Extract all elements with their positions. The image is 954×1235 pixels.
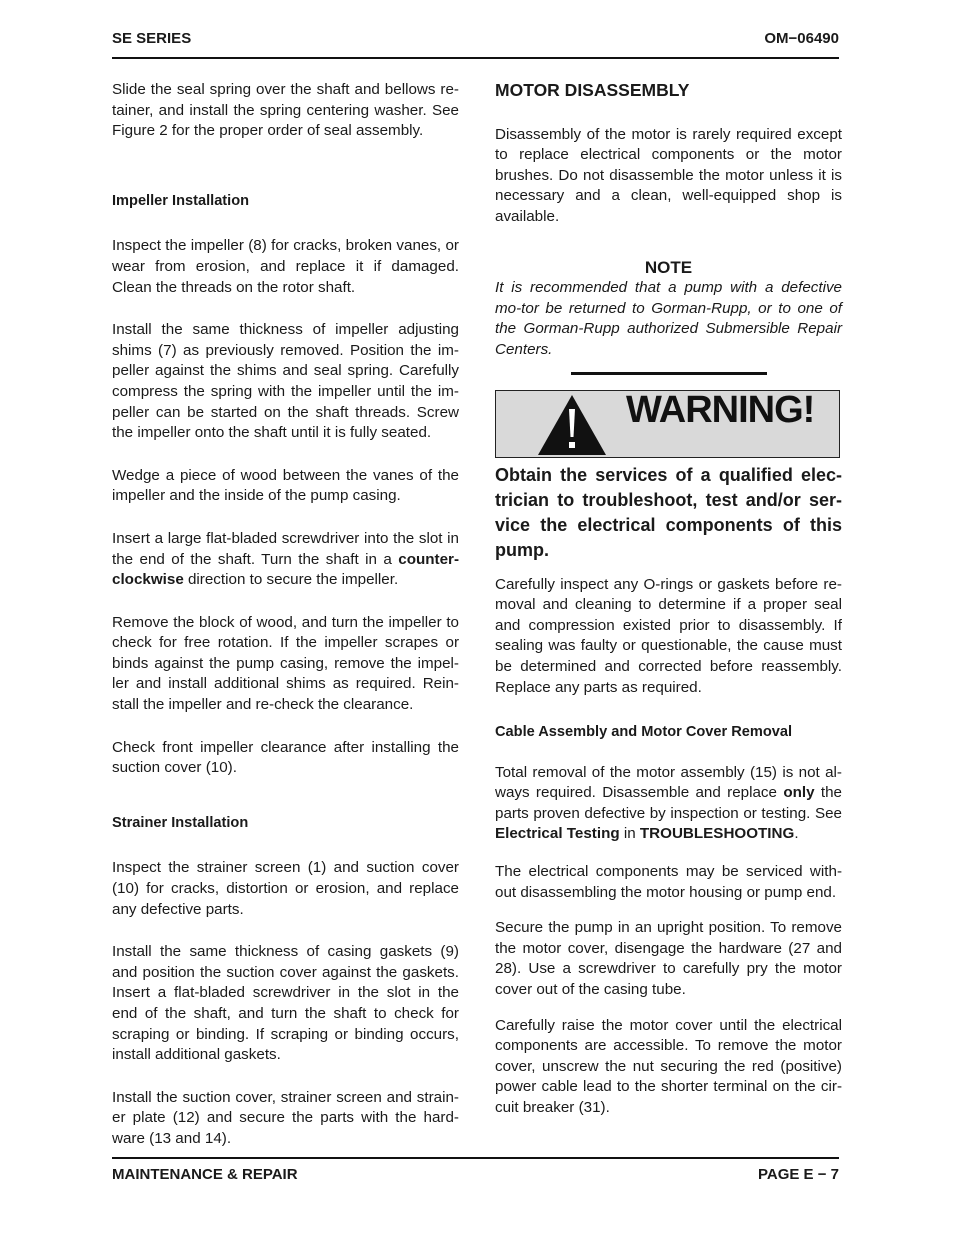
suction-cover-paragraph: Install the suction cover, strainer screen and strain-er plate (12) and secure the parts with the hard-ware (13 and 14).	[112, 1088, 459, 1147]
warning-banner	[495, 390, 840, 458]
inspect-orings-paragraph: Carefully inspect any O-rings or gaskets before re-moval and cleaning to determine if a proper seal and compression existed prior to disassembly. If sealing was faulty or questionable, the cause must be determined and corrected before reassembly. Replace any parts as required.	[495, 575, 842, 696]
impeller-inspect-paragraph: Inspect the impeller (8) for cracks, broken vanes, or wear from erosion, and replace it if damaged. Clean the threads on the rotor shaft.	[112, 237, 459, 296]
screwdriver-paragraph: Insert a large flat-bladed screwdriver into the slot in the end of the shaft. Turn the shaft in a counter-clockwise direction to secure the impeller.	[112, 529, 459, 589]
header-doc-number: OM−06490	[764, 30, 839, 47]
raise-cover-paragraph: Carefully raise the motor cover until the electrical components are accessible. To remove the motor cover, unscrew the nut securing the red (positive) power cable lead to the shorter terminal on the cir-cuit breaker (31).	[495, 1016, 842, 1116]
motor-removal-paragraph: Total removal of the motor assembly (15) is not al-ways required. Disassemble and replace only the parts proven defective by inspection or testing. See Electrical Testing in TROUBLESHOOTING.	[495, 763, 842, 843]
header-rule	[112, 57, 839, 59]
upright-position-paragraph: Secure the pump in an upright position. To remove the motor cover, disengage the hardware (27 and 28). Use a screwdriver to carefully pry the motor cover out of the casing tube.	[495, 919, 842, 999]
motor-disassembly-paragraph: Disassembly of the motor is rarely required except to replace electrical components or the motor brushes. Do not disassemble the motor unless it is necessary and a clean, well-equipped shop is available.	[495, 125, 842, 225]
footer-page-number: PAGE E − 7	[757, 1166, 839, 1183]
page-header	[112, 30, 839, 47]
page-footer	[112, 1166, 839, 1183]
footer-section: MAINTENANCE & REPAIR	[112, 1166, 298, 1183]
impeller-shims-paragraph: Install the same thickness of impeller adjusting shims (7) as previously removed. Position the im-peller against the shims and seal spring. Carefully compress the spring with the impeller until the im-peller can be started on the shaft threads. Screw the impeller onto the shaft until it is fully seated.	[112, 321, 459, 442]
note-text: It is recommended that a pump with a defective mo-tor be returned to Gorman-Rupp, or to one of the Gorman-Rupp authorized Submersible Repair Centers.	[495, 279, 842, 358]
footer-rule	[112, 1157, 839, 1159]
free-rotation-paragraph: Remove the block of wood, and turn the impeller to check for free rotation. If the impeller scrapes or binds against the pump casing, remove the impel-ler and install additional shims as required. Rein-stall the impeller and re-check the clearance.	[112, 613, 459, 714]
strainer-installation-heading: Strainer Installation	[112, 814, 249, 831]
warning-triangle-icon	[536, 393, 608, 457]
motor-disassembly-heading: MOTOR DISASSEMBLY	[495, 80, 690, 100]
wedge-wood-paragraph: Wedge a piece of wood between the vanes of the impeller and the inside of the pump casing.	[112, 466, 459, 505]
note-rule	[571, 372, 767, 375]
warning-label: WARNING!	[626, 388, 815, 431]
note-title: NOTE	[644, 257, 693, 277]
header-series: SE SERIES	[112, 30, 192, 47]
cable-assembly-heading: Cable Assembly and Motor Cover Removal	[495, 724, 793, 741]
right-column	[495, 80, 842, 1119]
warning-text: Obtain the services of a qualified elec-trician to troubleshoot, test and/or ser-vice the electrical components of this pump.	[495, 464, 842, 560]
clearance-paragraph: Check front impeller clearance after installing the suction cover (10).	[112, 738, 459, 777]
impeller-installation-heading: Impeller Installation	[112, 192, 250, 209]
seal-spring-paragraph: Slide the seal spring over the shaft and bellows re-tainer, and install the spring centering washer. See Figure 2 for the proper order of seal assembly.	[112, 81, 459, 140]
strainer-inspect-paragraph: Inspect the strainer screen (1) and suction cover (10) for cracks, distortion or erosion, and replace any defective parts.	[112, 859, 459, 918]
electrical-service-paragraph: The electrical components may be serviced with-out disassembling the motor housing or pump end.	[495, 863, 842, 901]
left-column	[112, 80, 459, 1150]
casing-gaskets-paragraph: Install the same thickness of casing gaskets (9) and position the suction cover against the gaskets. Insert a flat-bladed screwdriver in the slot in the end of the shaft, and turn the shaft to check for scraping or binding. If scraping or binding occurs, install additional gaskets.	[112, 943, 459, 1064]
